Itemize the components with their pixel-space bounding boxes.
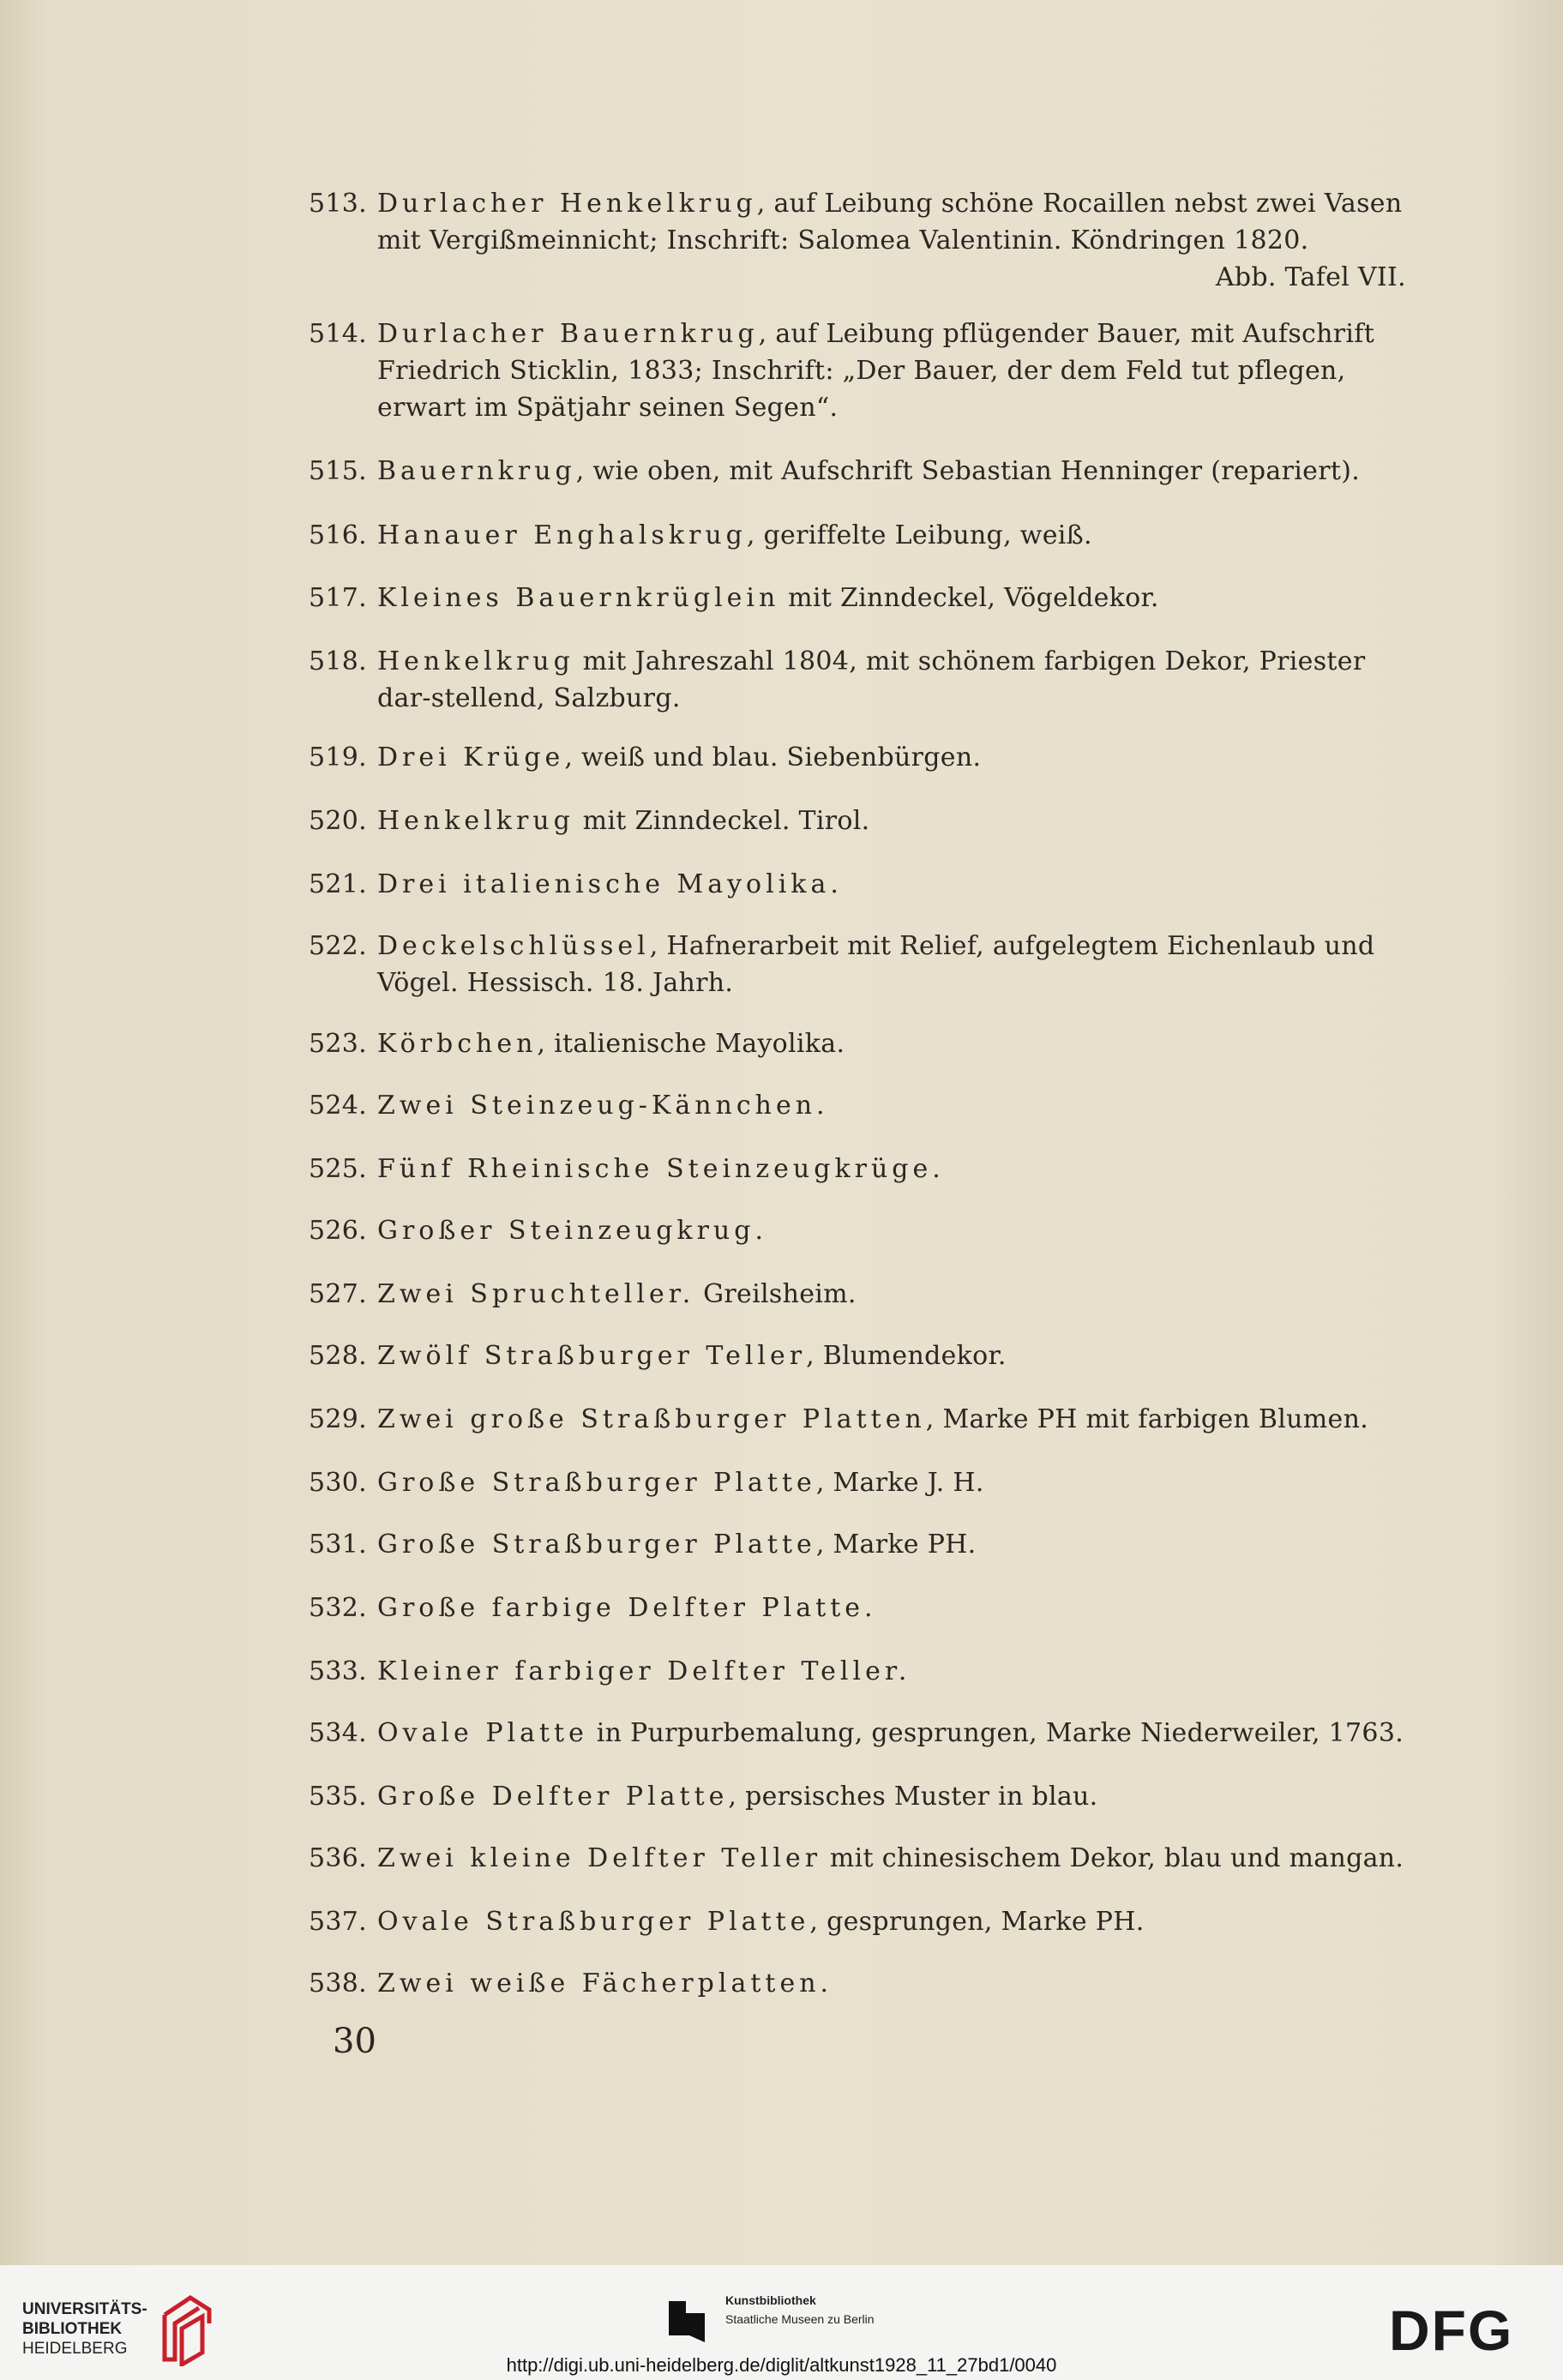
entry-title: Drei Krüge xyxy=(377,742,565,772)
entry-title: Bauernkrug xyxy=(377,456,576,486)
entry-title: Große Straßburger Platte xyxy=(377,1468,816,1498)
entry-title: Körbchen xyxy=(377,1029,538,1059)
kunstbibliothek-name[interactable] xyxy=(725,2291,875,2329)
catalog-entry-521 xyxy=(309,866,1406,903)
entry-number: 514. xyxy=(309,319,367,349)
entry-description: , persisches Muster in blau. xyxy=(728,1782,1098,1812)
catalog-entry-529 xyxy=(309,1401,1406,1438)
catalog-entry-538 xyxy=(309,1965,1406,2002)
entry-description: mit Zinndeckel, Vögeldekor. xyxy=(779,583,1159,613)
entry-description: , Marke PH mit farbigen Blumen. xyxy=(925,1404,1369,1434)
entry-title: Durlacher Henkelkrug xyxy=(377,189,757,219)
catalog-entry-523 xyxy=(309,1025,1406,1062)
catalog-entry-535 xyxy=(309,1778,1406,1815)
entry-number: 525. xyxy=(309,1154,367,1184)
footer-bar xyxy=(0,2265,1563,2380)
plate-reference: Abb. Tafel VII. xyxy=(1215,262,1406,292)
entry-number: 532. xyxy=(309,1593,367,1623)
entry-title: Ovale Straßburger Platte xyxy=(377,1907,810,1937)
catalog-entry-536 xyxy=(309,1840,1406,1877)
entry-description: , gesprungen, Marke PH. xyxy=(809,1907,1145,1937)
university-library-name[interactable] xyxy=(22,2299,147,2359)
entry-number: 534. xyxy=(309,1718,367,1748)
entry-description: , Hafnerarbeit mit Relief, aufgelegtem Eichenlaub und Vögel. Hessisch. 18. Jahrh. xyxy=(377,931,1375,998)
permalink-url[interactable]: http://digi.ub.uni-heidelberg.de/diglit/altkunst1928_11_27bd1/0040 xyxy=(506,2354,1057,2376)
entry-number: 535. xyxy=(309,1782,367,1812)
catalog-entry-518 xyxy=(309,643,1406,717)
entry-number: 526. xyxy=(309,1216,367,1246)
entry-description: , Marke PH. xyxy=(815,1530,977,1560)
entry-description: , italienische Mayolika. xyxy=(537,1029,845,1059)
uni-line-1: UNIVERSITÄTS- xyxy=(22,2300,147,2318)
entry-title: Henkelkrug xyxy=(377,806,574,836)
entry-title: Große Straßburger Platte xyxy=(377,1530,816,1560)
entry-number: 520. xyxy=(309,806,367,836)
entry-number: 515. xyxy=(309,456,367,486)
entry-number: 513. xyxy=(309,189,367,219)
entry-description: , geriffelte Leibung, weiß. xyxy=(746,520,1092,550)
kb-line-2: Staatliche Museen zu Berlin xyxy=(725,2312,875,2326)
entry-title: Zwei Spruchteller. xyxy=(377,1279,695,1309)
dfg-logo[interactable]: DFG xyxy=(1389,2299,1514,2362)
entry-title: Hanauer Enghalskrug xyxy=(377,520,747,550)
catalog-entry-530 xyxy=(309,1464,1406,1501)
entry-number: 516. xyxy=(309,520,367,550)
entry-title: Fünf Rheinische Steinzeugkrüge. xyxy=(377,1154,945,1184)
entry-description: , Marke J. H. xyxy=(815,1468,984,1498)
entry-number: 528. xyxy=(309,1341,367,1371)
catalog-entry-514 xyxy=(309,316,1406,426)
entry-number: 517. xyxy=(309,583,367,613)
entry-description: , auf Leibung schöne Rocaillen nebst zwei Vasen mit Vergißmeinnicht; Inschrift: Salomea Valentinin. Köndringen 1820. xyxy=(377,189,1403,255)
entry-number: 519. xyxy=(309,742,367,772)
entry-title: Große farbige Delfter Platte. xyxy=(377,1593,877,1623)
entry-number: 523. xyxy=(309,1029,367,1059)
entry-description: in Purpurbemalung, gesprungen, Marke Niederweiler, 1763. xyxy=(587,1718,1404,1748)
entry-title: Kleines Bauernkrüglein xyxy=(377,583,780,613)
entry-description: Greilsheim. xyxy=(694,1279,857,1309)
uni-line-3: HEIDELBERG xyxy=(22,2340,128,2358)
catalog-entry-516 xyxy=(309,517,1406,554)
entry-number: 527. xyxy=(309,1279,367,1309)
entry-title: Durlacher Bauernkrug xyxy=(377,319,759,349)
entry-number: 521. xyxy=(309,869,367,899)
entry-title: Zwei Steinzeug-Kännchen. xyxy=(377,1091,829,1121)
catalog-entry-528 xyxy=(309,1337,1406,1374)
catalog-entry-515 xyxy=(309,453,1406,490)
entry-description: mit chinesischem Dekor, blau und mangan. xyxy=(821,1843,1404,1873)
entry-number: 529. xyxy=(309,1404,367,1434)
catalog-entry-520 xyxy=(309,802,1406,839)
entry-title: Deckelschlüssel xyxy=(377,931,650,961)
entry-description: , weiß und blau. Siebenbürgen. xyxy=(564,742,982,772)
catalog-entry-527 xyxy=(309,1276,1406,1313)
entry-title: Zwei große Straßburger Platten xyxy=(377,1404,926,1434)
entry-title: Ovale Platte xyxy=(377,1718,588,1748)
entry-title: Großer Steinzeugkrug. xyxy=(377,1216,767,1246)
catalog-entry-522 xyxy=(309,928,1406,1001)
catalog-entry-533 xyxy=(309,1653,1406,1690)
entry-title: Drei italienische Mayolika. xyxy=(377,869,843,899)
kb-line-1: Kunstbibliothek xyxy=(725,2293,816,2307)
page-number: 30 xyxy=(333,2022,376,2061)
catalog-entry-532 xyxy=(309,1590,1406,1626)
entry-title: Zwölf Straßburger Teller xyxy=(377,1341,807,1371)
entry-title: Henkelkrug xyxy=(377,646,574,676)
entry-number: 518. xyxy=(309,646,367,676)
catalog-entry-537 xyxy=(309,1903,1406,1940)
catalog-entry-513 xyxy=(309,185,1406,296)
entry-title: Große Delfter Platte xyxy=(377,1782,729,1812)
uni-line-2: BIBLIOTHEK xyxy=(22,2320,123,2338)
entry-number: 533. xyxy=(309,1656,367,1686)
entry-description: , wie oben, mit Aufschrift Sebastian Henninger (repariert). xyxy=(575,456,1361,486)
catalog-entry-519 xyxy=(309,739,1406,776)
entry-description: , auf Leibung pflügender Bauer, mit Aufschrift Friedrich Sticklin, 1833; Inschrift: „Der Bauer, der dem Feld tut pflegen, erwart im Spätjahr seinen Segen“. xyxy=(377,319,1375,423)
entry-number: 537. xyxy=(309,1907,367,1937)
entry-title: Zwei kleine Delfter Teller xyxy=(377,1843,822,1873)
catalog-entry-526 xyxy=(309,1212,1406,1249)
entry-title: Kleiner farbiger Delfter Teller. xyxy=(377,1656,911,1686)
entry-number: 530. xyxy=(309,1468,367,1498)
kunstbibliothek-logo-icon xyxy=(665,2298,713,2346)
entry-number: 531. xyxy=(309,1530,367,1560)
entry-title: Zwei weiße Fächerplatten. xyxy=(377,1968,833,1998)
catalog-entry-517 xyxy=(309,580,1406,616)
catalog-entry-525 xyxy=(309,1151,1406,1187)
entry-number: 524. xyxy=(309,1091,367,1121)
entry-number: 538. xyxy=(309,1968,367,1998)
catalog-entry-524 xyxy=(309,1087,1406,1124)
entry-description: mit Zinndeckel. Tirol. xyxy=(574,806,870,836)
catalog-entry-531 xyxy=(309,1526,1406,1563)
entry-description: , Blumendekor. xyxy=(806,1341,1007,1371)
entry-number: 536. xyxy=(309,1843,367,1873)
entry-description: mit Jahreszahl 1804, mit schönem farbigen Dekor, Priester dar-stellend, Salzburg. xyxy=(377,646,1366,713)
entry-number: 522. xyxy=(309,931,367,961)
catalog-entry-534 xyxy=(309,1715,1406,1752)
